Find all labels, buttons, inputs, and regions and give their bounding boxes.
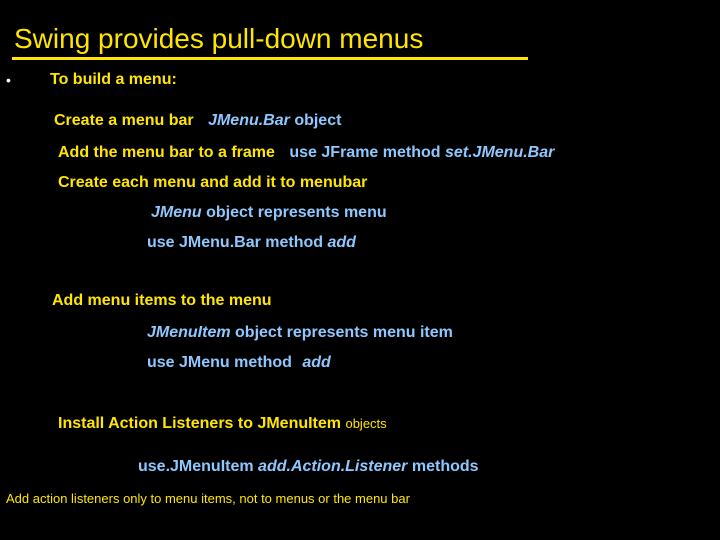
title-underline	[12, 57, 528, 60]
jmenubar-method-prefix: use JMenu.Bar method	[147, 234, 324, 251]
jmenubar-add-line	[147, 233, 356, 253]
step-install-listeners	[58, 414, 387, 434]
jmenubar-class	[208, 112, 341, 129]
step-add-menu-bar-label: Add the menu bar to a frame	[58, 144, 275, 161]
jmenu-represents-text: object represents menu	[206, 204, 387, 221]
step-create-menu-bar	[54, 111, 341, 131]
addactionlistener-method: add.Action.Listener	[258, 458, 408, 475]
jmenuitem-object-line	[147, 323, 453, 343]
step-add-menu-items: Add menu items to the menu	[52, 292, 272, 309]
jmenuitem-class-name: JMenuItem	[147, 324, 231, 341]
add-action-listener-line	[138, 457, 479, 477]
objects-word: objects	[345, 416, 387, 431]
jmenuitem-represents-text: object represents menu item	[235, 324, 453, 341]
methods-word: methods	[411, 458, 479, 475]
jmenubar-class-name: JMenu.Bar	[208, 112, 290, 129]
step-create-menus: Create each menu and add it to menubar	[58, 174, 368, 191]
jmenu-method-prefix: use JMenu method	[147, 354, 292, 371]
slide-title: Swing provides pull-down menus	[14, 23, 424, 54]
setjmenubar-method: set.JMenu.Bar	[444, 144, 555, 161]
footnote: Add action listeners only to menu items, not to menus or the menu bar	[6, 491, 410, 506]
jmenu-add-line	[147, 353, 331, 373]
bullet-marker: •	[6, 72, 11, 88]
install-listeners-label: Install Action Listeners to JMenuItem	[58, 415, 342, 432]
add-method: add	[327, 234, 356, 251]
heading-text: To build a menu:	[50, 71, 177, 88]
jmenu-object-line	[151, 203, 387, 223]
jframe-method-text	[289, 144, 554, 161]
step-create-menu-bar-label: Create a menu bar	[54, 112, 194, 129]
use-jmenuitem-text: use.JMenuItem	[138, 458, 254, 475]
object-word: object	[294, 112, 342, 129]
step-add-menu-bar	[58, 143, 554, 163]
jmenu-class-name: JMenu	[151, 204, 202, 221]
jframe-method-prefix: use JFrame method	[289, 144, 441, 161]
add-method: add	[302, 354, 331, 371]
